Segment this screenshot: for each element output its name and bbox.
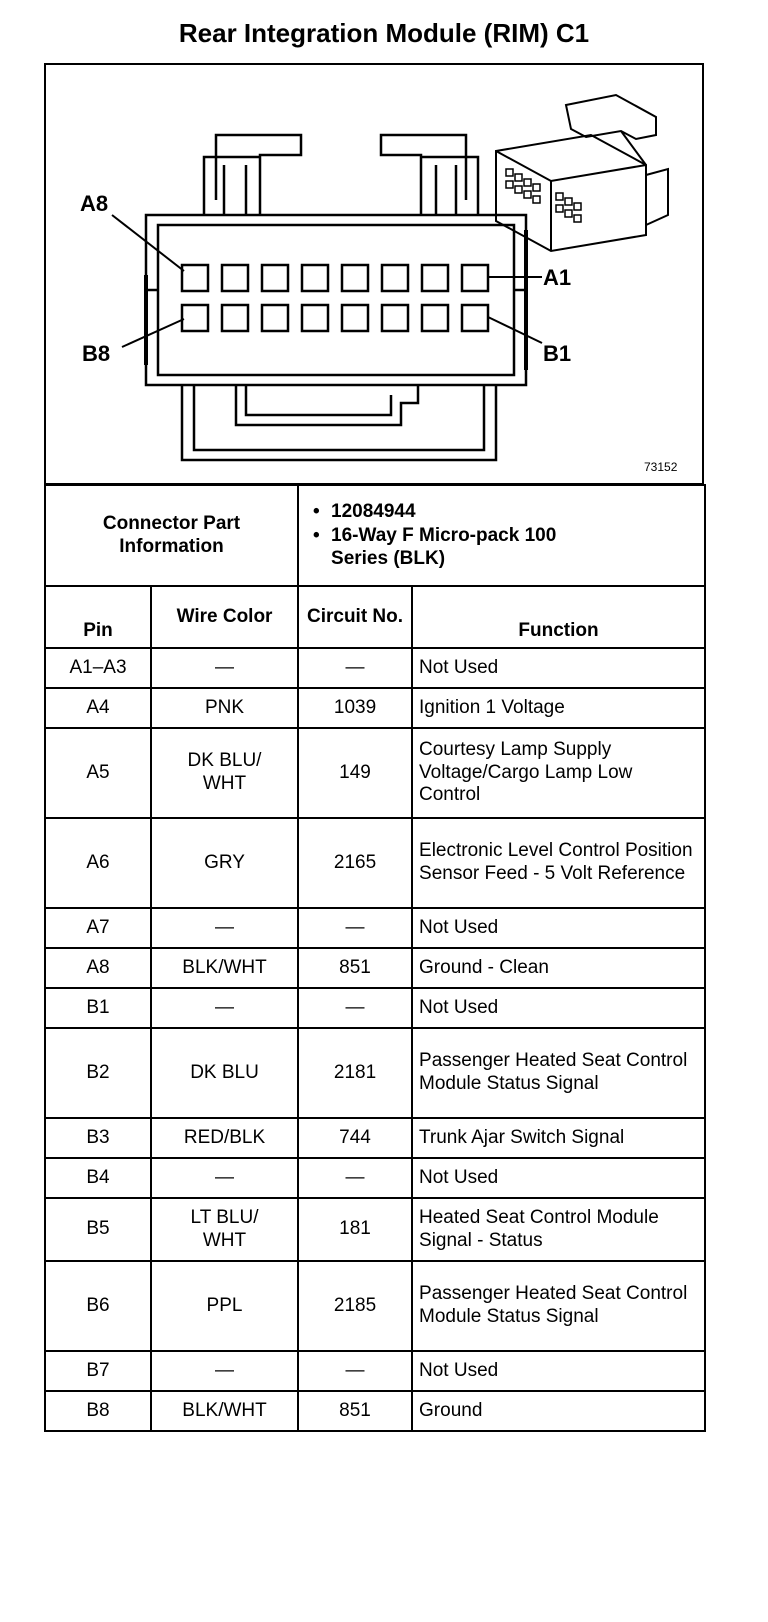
cell-circuit-no: 2165 (298, 818, 412, 908)
table-row (45, 1158, 705, 1198)
cell-circuit-no: 851 (298, 1391, 412, 1431)
cell-wire-color: DK BLU (151, 1028, 298, 1118)
cell-circuit-no: 2181 (298, 1028, 412, 1118)
col-header-pin: Pin (45, 586, 151, 648)
cell-function: Not Used (412, 988, 705, 1028)
cell-circuit-no: — (298, 908, 412, 948)
cell-wire-color: — (151, 1351, 298, 1391)
cell-pin: A7 (45, 908, 151, 948)
label-b8: B8 (82, 341, 111, 366)
label-a8: A8 (80, 191, 109, 216)
cell-function: Ground (412, 1391, 705, 1431)
connector-info-label: Connector Part Information (45, 485, 298, 586)
cell-pin: A5 (45, 728, 151, 818)
cell-function: Not Used (412, 908, 705, 948)
table-row (45, 1118, 705, 1158)
table-row (45, 948, 705, 988)
col-header-function: Function (412, 586, 705, 648)
figure-number: 73152 (644, 460, 678, 474)
connector-info-item: • 16-Way F Micro-pack 100 Series (BLK) (309, 524, 591, 572)
cell-wire-color: BLK/WHT (151, 948, 298, 988)
cell-pin: A6 (45, 818, 151, 908)
cell-circuit-no: 2185 (298, 1261, 412, 1351)
cell-pin: A4 (45, 688, 151, 728)
connector-face-drawing (46, 65, 702, 483)
cell-circuit-no: — (298, 648, 412, 688)
cell-wire-color: — (151, 908, 298, 948)
cell-function: Ground - Clean (412, 948, 705, 988)
table-row (45, 1391, 705, 1431)
cell-function: Ignition 1 Voltage (412, 688, 705, 728)
cell-function: Not Used (412, 648, 705, 688)
cell-function: Not Used (412, 1158, 705, 1198)
cell-wire-color: — (151, 648, 298, 688)
connector-info-list (298, 485, 705, 586)
table-row (45, 1351, 705, 1391)
cell-function: Not Used (412, 1351, 705, 1391)
cell-circuit-no: 1039 (298, 688, 412, 728)
cell-wire-color: PNK (151, 688, 298, 728)
cell-pin: B7 (45, 1351, 151, 1391)
header-row (45, 586, 705, 648)
cell-function: Courtesy Lamp Supply Voltage/Cargo Lamp Low Control (412, 728, 705, 818)
table-row (45, 728, 705, 818)
cell-wire-color: PPL (151, 1261, 298, 1351)
connector-isometric-icon (496, 95, 668, 251)
cell-wire-color: — (151, 1158, 298, 1198)
cell-circuit-no: 744 (298, 1118, 412, 1158)
pinout-table (44, 484, 706, 1432)
cell-wire-color: RED/BLK (151, 1118, 298, 1158)
cell-function: Heated Seat Control Module Signal - Status (412, 1198, 705, 1261)
cell-circuit-no: — (298, 1351, 412, 1391)
cell-wire-color: — (151, 988, 298, 1028)
connector-diagram (44, 63, 704, 485)
table-row (45, 648, 705, 688)
cell-pin: B6 (45, 1261, 151, 1351)
col-header-wire-color: Wire Color (151, 586, 298, 648)
table-row (45, 1198, 705, 1261)
cell-circuit-no: — (298, 988, 412, 1028)
cell-wire-color: LT BLU/ WHT (151, 1198, 298, 1261)
cell-circuit-no: — (298, 1158, 412, 1198)
cell-wire-color: BLK/WHT (151, 1391, 298, 1431)
label-b1: B1 (543, 341, 572, 366)
col-header-circuit-no: Circuit No. (298, 586, 412, 648)
cell-pin: B5 (45, 1198, 151, 1261)
table-row (45, 988, 705, 1028)
table-row (45, 1028, 705, 1118)
cell-wire-color: DK BLU/ WHT (151, 728, 298, 818)
cell-pin: A8 (45, 948, 151, 988)
table-row (45, 688, 705, 728)
cell-pin: A1–A3 (45, 648, 151, 688)
table-row (45, 908, 705, 948)
cell-pin: B4 (45, 1158, 151, 1198)
cell-function: Passenger Heated Seat Control Module Status Signal (412, 1028, 705, 1118)
label-a1: A1 (543, 265, 572, 290)
cell-pin: B2 (45, 1028, 151, 1118)
cell-circuit-no: 149 (298, 728, 412, 818)
cell-function: Electronic Level Control Position Sensor Feed - 5 Volt Reference (412, 818, 705, 908)
cell-pin: B8 (45, 1391, 151, 1431)
cell-wire-color: GRY (151, 818, 298, 908)
table-row (45, 1261, 705, 1351)
table-row (45, 818, 705, 908)
cell-circuit-no: 851 (298, 948, 412, 988)
pinout-rows (45, 648, 705, 1431)
cell-function: Passenger Heated Seat Control Module Status Signal (412, 1261, 705, 1351)
cell-function: Trunk Ajar Switch Signal (412, 1118, 705, 1158)
cell-pin: B3 (45, 1118, 151, 1158)
page-title: Rear Integration Module (RIM) C1 (178, 18, 590, 48)
cell-circuit-no: 181 (298, 1198, 412, 1261)
cell-pin: B1 (45, 988, 151, 1028)
connector-info-row (45, 485, 705, 586)
connector-info-item: • 12084944 (309, 500, 698, 524)
